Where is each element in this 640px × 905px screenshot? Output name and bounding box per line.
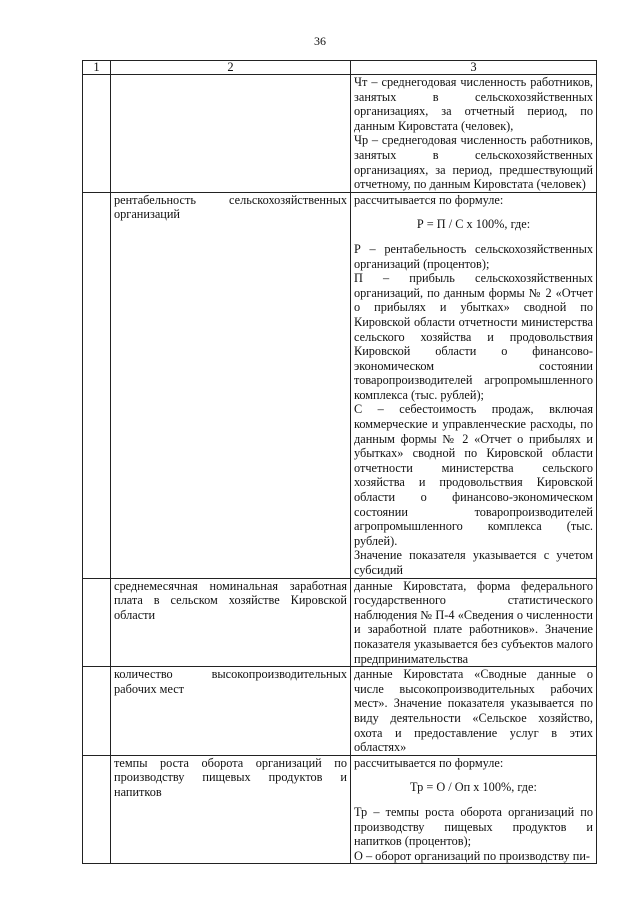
method-paragraph: Тр – темпы роста оборота организаций по производству пищевых продуктов и напитков (процентов); bbox=[354, 804, 593, 849]
table-row bbox=[83, 192, 597, 578]
page-number: 36 bbox=[314, 34, 326, 48]
row-number-cell bbox=[83, 192, 111, 578]
indicator-cell: количество высокопроизводительных рабочих мест bbox=[111, 667, 351, 756]
header-col-1: 1 bbox=[83, 61, 111, 75]
method-intro: рассчитывается по формуле: bbox=[354, 192, 504, 207]
indicator-cell: темпы роста оборота организаций по производству пищевых продуктов и напитков bbox=[111, 755, 351, 864]
row-number-cell bbox=[83, 667, 111, 756]
table-row bbox=[83, 75, 597, 193]
table-header-row bbox=[83, 61, 597, 75]
method-paragraph: Значение показателя указывается с учетом субсидий bbox=[354, 548, 593, 577]
method-paragraph: данные Кировстата «Сводные данные о числе высокопроизводительных рабочих мест». Значение показателя указывается по виду деятельности «Сельское хозяйство, охота и предоставление услуг в этих областях» bbox=[354, 667, 593, 755]
table-row bbox=[83, 667, 597, 756]
method-cell bbox=[351, 192, 597, 578]
row-number-cell bbox=[83, 578, 111, 667]
method-paragraph: Р – рентабельность сельскохозяйственных организаций (процентов); bbox=[354, 241, 593, 271]
indicator-cell bbox=[111, 75, 351, 193]
method-paragraph: П – прибыль сельскохозяйственных организаций, по данным формы № 2 «Отчет о прибылях и убытках» сводной по Кировской области отчетности министерства сельского хозяйства и продовольствия Кировской области о финансово-экономическом состоянии товаропроизводителей агропромышленного комплекса (тыс. рублей); bbox=[354, 271, 593, 402]
table-row bbox=[83, 755, 597, 864]
formula: Тр = О / Оп х 100%, где: bbox=[410, 780, 537, 795]
method-paragraph: О – оборот организаций по производству пи- bbox=[354, 848, 590, 863]
row-number-cell bbox=[83, 755, 111, 864]
row-number-cell bbox=[83, 75, 111, 193]
method-paragraph: Чт – среднегодовая численность работников, занятых в сельскохозяйственных организациях, за отчетный период, по данным Кировстата (человек), bbox=[354, 75, 593, 133]
method-cell bbox=[351, 755, 597, 864]
formula: Р = П / С х 100%, где: bbox=[416, 217, 531, 232]
method-paragraph: С – себестоимость продаж, включая коммерческие и управленческие расходы, по данным формы № 2 «Отчет о прибылях и убытках» сводной по Кировской области отчетности министерства сельского хозяйства и продовольствия Кировской области о финансово-экономическом состоянии товаропроизводителей агропромышленного комплекса (тыс. рублей). bbox=[354, 402, 593, 548]
method-cell bbox=[351, 75, 597, 193]
method-cell bbox=[351, 667, 597, 756]
header-col-2: 2 bbox=[111, 61, 351, 75]
indicators-table bbox=[82, 60, 597, 864]
method-intro: рассчитывается по формуле: bbox=[354, 755, 504, 770]
method-paragraph: данные Кировстата, форма федерального государственного статистического наблюдения № П-4 «Сведения о численности и заработной плате работников». Значение показателя указывается без субъектов малого предпринимательства bbox=[354, 578, 593, 666]
header-col-3: 3 bbox=[351, 61, 597, 75]
method-cell bbox=[351, 578, 597, 667]
table-row bbox=[83, 578, 597, 667]
indicator-cell: среднемесячная номинальная заработная плата в сельском хозяйстве Кировской области bbox=[111, 578, 351, 667]
indicator-cell: рентабельность сельскохозяйственных организаций bbox=[111, 192, 351, 578]
method-paragraph: Чр – среднегодовая численность работников, занятых в сельскохозяйственных организациях, за период, предшествующий отчетному, по данным Кировстата (человек) bbox=[354, 133, 593, 192]
